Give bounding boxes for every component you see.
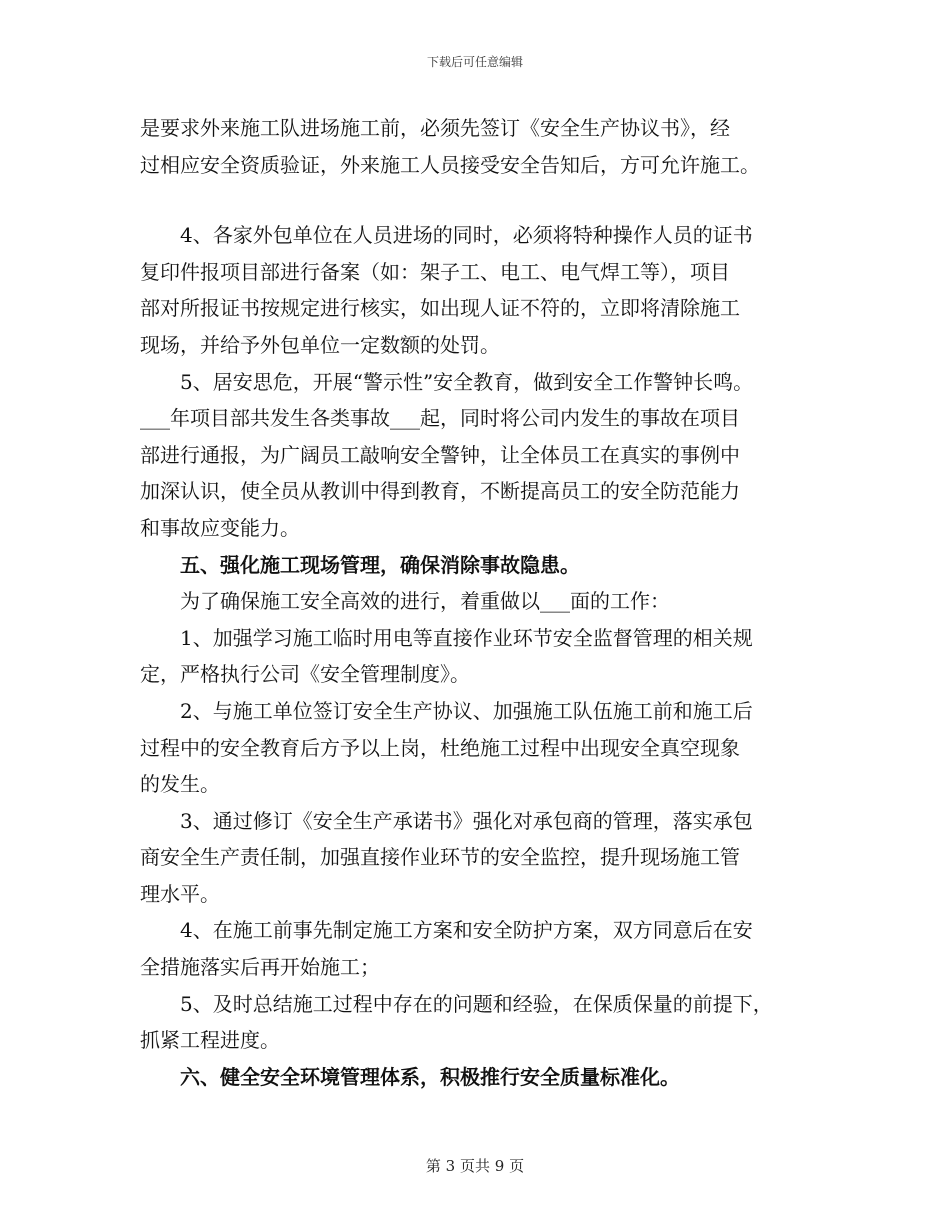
section-heading: 六、健全安全环境管理体系，积极推行安全质量标准化。 [180, 1064, 680, 1089]
text-line: 1、加强学习施工临时用电等直接作业环节安全监督管理的相关规 [180, 625, 753, 650]
text-line: 过程中的安全教育后方予以上岗，杜绝施工过程中出现安全真空现象 [140, 735, 740, 760]
text-line: 现场，并给予外包单位一定数额的处罚。 [140, 332, 500, 357]
text-line: 全措施落实后再开始施工； [140, 955, 380, 980]
text-line: 为了确保施工安全高效的进行，着重做以___面的工作： [180, 589, 670, 614]
text-line: 4、各家外包单位在人员进场的同时，必须将特种操作人员的证书 [180, 223, 753, 248]
text-line: 5、及时总结施工过程中存在的问题和经验，在保质保量的前提下， [180, 991, 773, 1016]
page-header: 下载后可任意编辑 [426, 55, 523, 69]
text-line: 5、居安思危，开展“警示性”安全教育，做到安全工作警钟长鸣。 [180, 369, 754, 394]
page-number: 第 3 页共 9 页 [425, 1157, 525, 1175]
text-line: 加深认识，使全员从教训中得到教育，不断提高员工的安全防范能力 [140, 479, 740, 504]
text-line: 3、通过修订《安全生产承诺书》强化对承包商的管理，落实承包 [180, 808, 753, 833]
text-line: 部进行通报，为广阔员工敲响安全警钟，让全体员工在真实的事例中 [140, 442, 740, 467]
text-line: 理水平。 [140, 881, 220, 906]
section-heading: 五、强化施工现场管理，确保消除事故隐患。 [180, 552, 580, 577]
text-line: 2、与施工单位签订安全生产协议、加强施工队伍施工前和施工后 [180, 698, 753, 723]
text-line: 是要求外来施工队进场施工前，必须先签订《安全生产协议书》，经 [140, 116, 730, 140]
text-line: ___年项目部共发生各类事故___起，同时将公司内发生的事故在项目 [140, 406, 740, 431]
paragraph-gap [140, 183, 830, 217]
text-line: 的发生。 [140, 772, 220, 797]
text-line: 4、在施工前事先制定施工方案和安全防护方案，双方同意后在安 [180, 918, 753, 943]
text-line: 定，严格执行公司《安全管理制度》。 [140, 662, 470, 687]
text-line: 和事故应变能力。 [140, 515, 300, 540]
text-line: 过相应安全资质验证，外来施工人员接受安全告知后，方可允许施工。 [140, 152, 760, 177]
text-line: 部对所报证书按规定进行核实，如出现人证不符的，立即将清除施工 [140, 296, 740, 321]
text-line: 商安全生产责任制，加强直接作业环节的安全监控，提升现场施工管 [140, 845, 740, 870]
text-line: 抓紧工程进度。 [140, 1028, 280, 1053]
document-body [140, 110, 830, 1095]
text-line: 复印件报项目部进行备案（如：架子工、电工、电气焊工等），项目 [140, 259, 730, 284]
